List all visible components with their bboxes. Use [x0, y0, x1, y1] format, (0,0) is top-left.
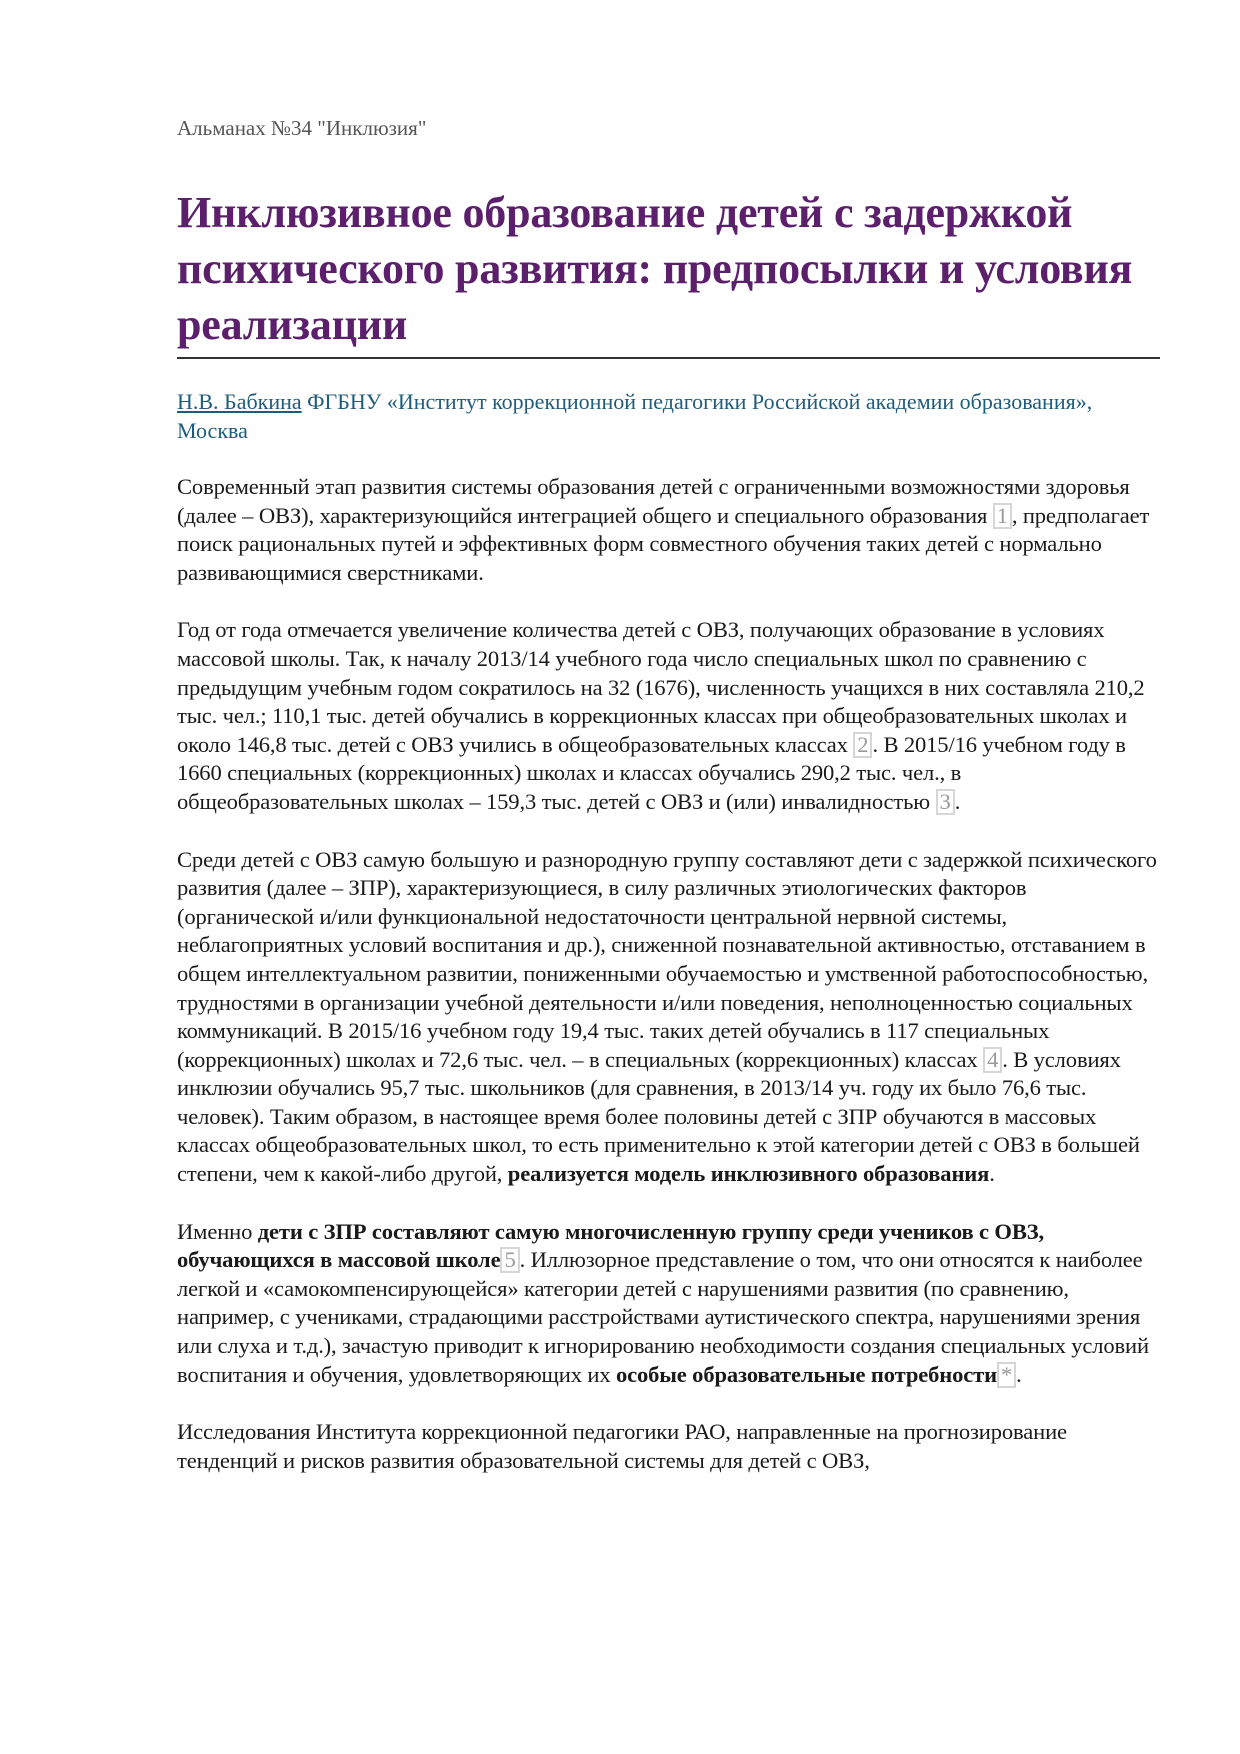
article-title: Инклюзивное образование детей с задержкой психического развития: предпосылки и условия реализации — [177, 185, 1160, 359]
author-affiliation: ФГБНУ «Институт коррекционной педагогики Российской академии образования», Москва — [177, 389, 1093, 443]
paragraph-text: . В 2015/16 учебном году в 1660 специальных (коррекционных) школах и классах обучались 290,2 тыс. чел., в общеобразовательных школах – 159,3 тыс. детей с ОВЗ и (или) инвалидностью — [177, 731, 1126, 814]
footnote-ref-4[interactable]: 4 — [983, 1047, 1002, 1073]
paragraph-text: Год от года отмечается увеличение количества детей с ОВЗ, получающих образование в условиях массовой школы. Так, к началу 2013/14 учебного года число специальных школ по сравнению с предыдущим учебным годом сократилось на 32 (1676), численность учащихся в них составляла 210,2 тыс. чел.; 110,1 тыс. детей обучались в коррекционных классах при общеобразовательных школах и около 146,8 тыс. детей с ОВЗ учились в общеобразовательных классах — [177, 617, 1145, 757]
paragraph-1 — [177, 473, 1160, 587]
emphasis-text: особые образовательные потребности — [615, 1361, 997, 1387]
paragraph-text: Современный этап развития системы образования детей с ограниченными возможностями здоровья (далее – ОВЗ), характеризующийся интеграцией общего и специального образования — [177, 474, 1130, 528]
footnote-ref-star[interactable]: * — [997, 1362, 1016, 1388]
author-link[interactable]: Н.В. Бабкина — [177, 389, 302, 414]
footnote-ref-1[interactable]: 1 — [993, 503, 1012, 529]
paragraph-text: . Иллюзорное представление о том, что они относятся к наиболее легкой и «самокомпенсирующейся» категории детей с нарушениями развития (по сравнению, например, с учениками, страдающими расстройствами аутистического спектра, нарушениями зрения или слуха и т.д.), зачастую приводит к игнорированию необходимости создания специальных условий воспитания и обучения, удовлетворяющих их — [177, 1247, 1149, 1387]
author-line — [177, 387, 1160, 445]
article-page — [177, 115, 1160, 1475]
footnote-ref-3[interactable]: 3 — [936, 789, 955, 815]
paragraph-text: . — [989, 1161, 995, 1187]
paragraph-3 — [177, 846, 1160, 1189]
paragraph-text: . В условиях инклюзии обучались 95,7 тыс. школьников (для сравнения, в 2013/14 уч. году их было 76,6 тыс. человек). Таким образом, в настоящее время более половины детей с ЗПР обучаются в массовых классах общеобразовательных школ, то есть применительно к этой категории детей с ОВЗ в большей степени, чем к какой-либо другой, — [177, 1046, 1140, 1187]
paragraph-text: Именно — [177, 1218, 258, 1244]
paragraph-5 — [177, 1418, 1160, 1475]
paragraph-2 — [177, 616, 1160, 816]
paragraph-text: . — [1016, 1361, 1022, 1387]
footnote-ref-5[interactable]: 5 — [500, 1247, 519, 1273]
paragraph-text: Среди детей с ОВЗ самую большую и разнородную группу составляют дети с задержкой психического развития (далее – ЗПР), характеризующиеся, в силу различных этиологических факторов (органической и/или функциональной недостаточности центральной нервной системы, неблагоприятных условий воспитания и др.), сниженной познавательной активностью, отставанием в общем интеллектуальном развитии, пониженными обучаемостью и умственной работоспособностью, трудностями в организации учебной деятельности и/или поведения, неполноценностью социальных коммуникаций. В 2015/16 учебном году 19,4 тыс. таких детей обучались в 117 специальных (коррекционных) школах и 72,6 тыс. чел. – в специальных (коррекционных) классах — [177, 846, 1157, 1072]
emphasis-text: дети с ЗПР составляют самую многочисленную группу среди учеников с ОВЗ, обучающихся в массовой школе — [177, 1218, 1045, 1273]
paragraph-4 — [177, 1218, 1160, 1390]
almanac-header: Альманах №34 "Инклюзия" — [177, 116, 427, 140]
paragraph-text: . — [954, 788, 961, 814]
paragraph-text: Исследования Института коррекционной педагогики РАО, направленные на прогнозирование тенденций и рисков развития образовательной системы для детей с ОВЗ, — [177, 1419, 1067, 1473]
paragraph-text: , предполагает поиск рациональных путей и эффективных форм совместного обучения таких детей с нормально развивающимися сверстниками. — [177, 502, 1150, 585]
footnote-ref-2[interactable]: 2 — [853, 732, 872, 758]
emphasis-text: реализуется модель инклюзивного образования — [507, 1161, 990, 1187]
